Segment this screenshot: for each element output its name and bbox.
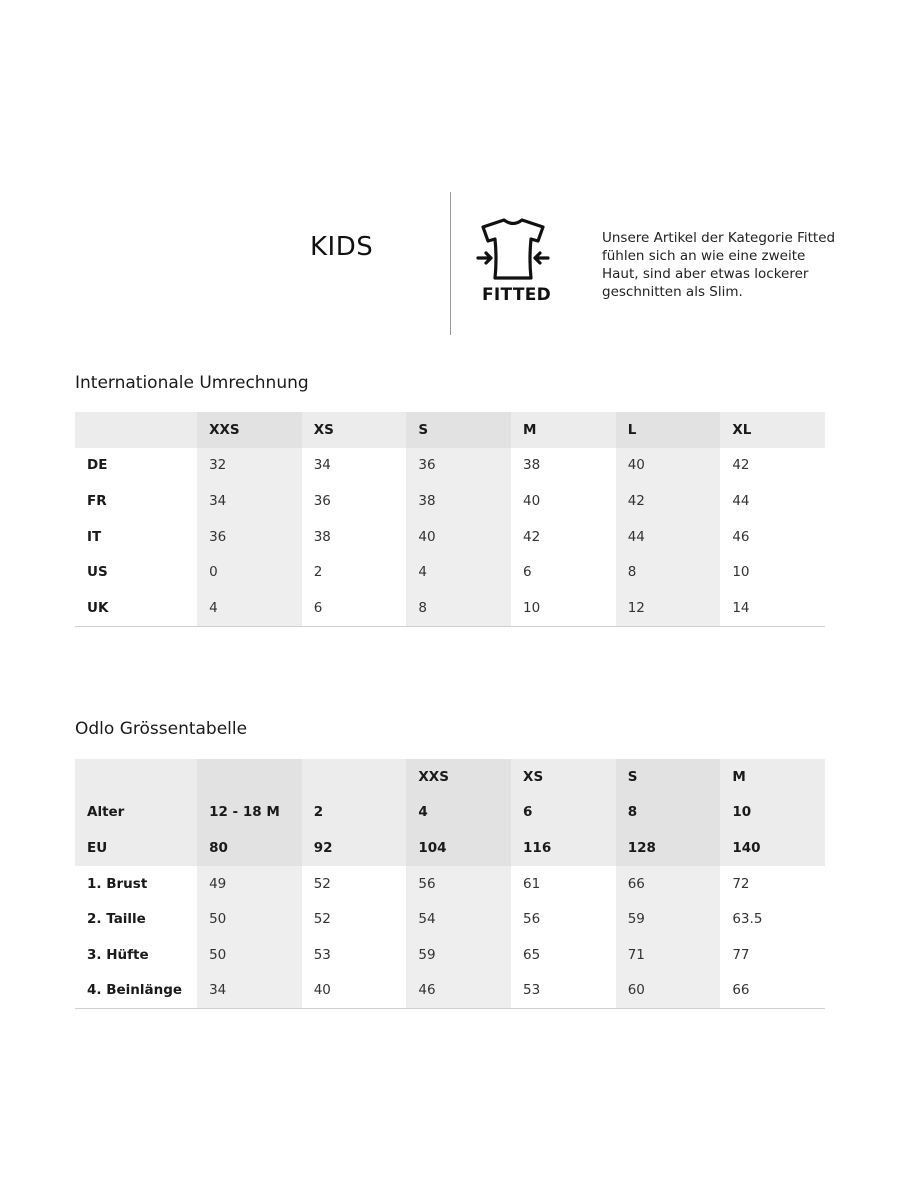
column-header: 128 [616,830,721,866]
table-cell: 42 [523,528,541,545]
column-header: EU [87,839,108,856]
table-cell: 56 [406,866,511,902]
table-cell: 40 [523,492,541,509]
table-cell: 40 [406,519,511,555]
table-row [75,937,825,973]
row-label: 3. Hüfte [87,946,149,963]
table-cell: 34 [313,457,331,474]
table-row [75,590,825,626]
column-header [75,412,197,448]
column-header: 92 [313,839,333,856]
table-cell: 40 [313,982,331,999]
table-cell: 59 [616,901,721,937]
table-cell: 40 [616,448,721,484]
column-header: M [523,421,537,438]
table-cell: 4 [197,590,302,626]
intl-size-table [75,412,825,627]
fit-description: Unsere Artikel der Kategorie Fitted fühlen sich an wie eine zweite Haut, sind aber etwas lockerer geschnitten als Slim. [602,230,836,300]
fit-label: FITTED [482,285,552,305]
column-header: XS [313,421,334,438]
table-cell: 65 [523,946,541,963]
table-cell: 36 [313,492,331,509]
table-cell: 66 [616,866,721,902]
column-header [302,759,407,795]
table-cell: 34 [197,483,302,519]
column-header: Alter [87,804,125,821]
row-label: FR [87,492,107,509]
column-header [197,759,302,795]
odlo-size-table [75,759,825,1009]
table-cell: 66 [732,982,750,999]
table-cell: 42 [616,483,721,519]
table-cell: 2 [313,564,323,581]
column-header: 140 [732,839,761,856]
table-cell: 60 [616,973,721,1009]
table-cell: 12 [616,590,721,626]
table-cell: 42 [732,457,750,474]
table-cell: 8 [406,590,511,626]
table-cell: 36 [406,448,511,484]
table-row [75,973,825,1009]
table-row [75,901,825,937]
table-cell: 72 [732,875,750,892]
table-cell: 38 [406,483,511,519]
column-header: 10 [732,804,752,821]
table-cell: 46 [732,528,750,545]
column-header: 8 [616,795,721,831]
column-header: 4 [406,795,511,831]
table-cell: 61 [523,875,541,892]
column-header: S [406,412,511,448]
odlo-section-title: Odlo Grössentabelle [75,719,248,739]
table-cell: 0 [197,554,302,590]
row-label: US [87,564,108,581]
table-row [75,554,825,590]
table-cell: 50 [197,937,302,973]
table-cell: 59 [406,937,511,973]
row-label: IT [87,528,102,545]
column-header: S [616,759,721,795]
fitted-shirt-icon [474,214,552,284]
table-cell: 53 [523,982,541,999]
table-cell: 6 [523,564,532,581]
column-header: M [732,768,746,785]
row-label: DE [87,457,108,474]
row-label: 1. Brust [87,875,148,892]
table-cell: 52 [313,875,331,892]
table-cell: 50 [197,901,302,937]
column-header: 116 [523,839,552,856]
table-row [75,866,825,902]
table-cell: 8 [616,554,721,590]
table-cell: 56 [523,911,541,928]
table-row [75,519,825,555]
table-cell: 34 [197,973,302,1009]
table-header-row [75,830,825,866]
table-cell: 77 [732,946,750,963]
column-header: 104 [406,830,511,866]
table-cell: 10 [732,564,750,581]
table-row [75,448,825,484]
table-cell: 44 [616,519,721,555]
column-header: 6 [523,804,533,821]
row-label: UK [87,599,109,616]
row-label: 2. Taille [87,911,146,928]
column-header: XL [732,421,752,438]
table-cell: 6 [313,599,323,616]
column-header: XS [523,768,544,785]
page-title: KIDS [310,232,374,262]
table-cell: 44 [732,492,750,509]
table-cell: 32 [197,448,302,484]
table-cell: 38 [523,457,541,474]
table-cell: 63.5 [732,911,763,928]
column-header: 2 [313,804,324,821]
table-header-row [75,412,825,448]
table-cell: 49 [197,866,302,902]
table-cell: 53 [313,946,331,963]
intl-section-title: Internationale Umrechnung [75,373,309,393]
table-row [75,483,825,519]
column-header: XXS [197,412,302,448]
divider [450,192,451,335]
table-cell: 36 [197,519,302,555]
table-cell: 10 [523,599,541,616]
table-header-row [75,759,825,795]
column-header: 80 [197,830,302,866]
table-header-row [75,795,825,831]
table-cell: 52 [313,911,331,928]
table-cell: 54 [406,901,511,937]
column-header: L [616,412,721,448]
table-cell: 38 [313,528,331,545]
table-cell: 14 [732,599,750,616]
table-cell: 4 [406,554,511,590]
column-header: XXS [406,759,511,795]
table-cell: 46 [406,973,511,1009]
table-cell: 71 [616,937,721,973]
row-label: 4. Beinlänge [87,982,183,999]
column-header [75,759,197,795]
column-header: 12 - 18 M [197,795,302,831]
